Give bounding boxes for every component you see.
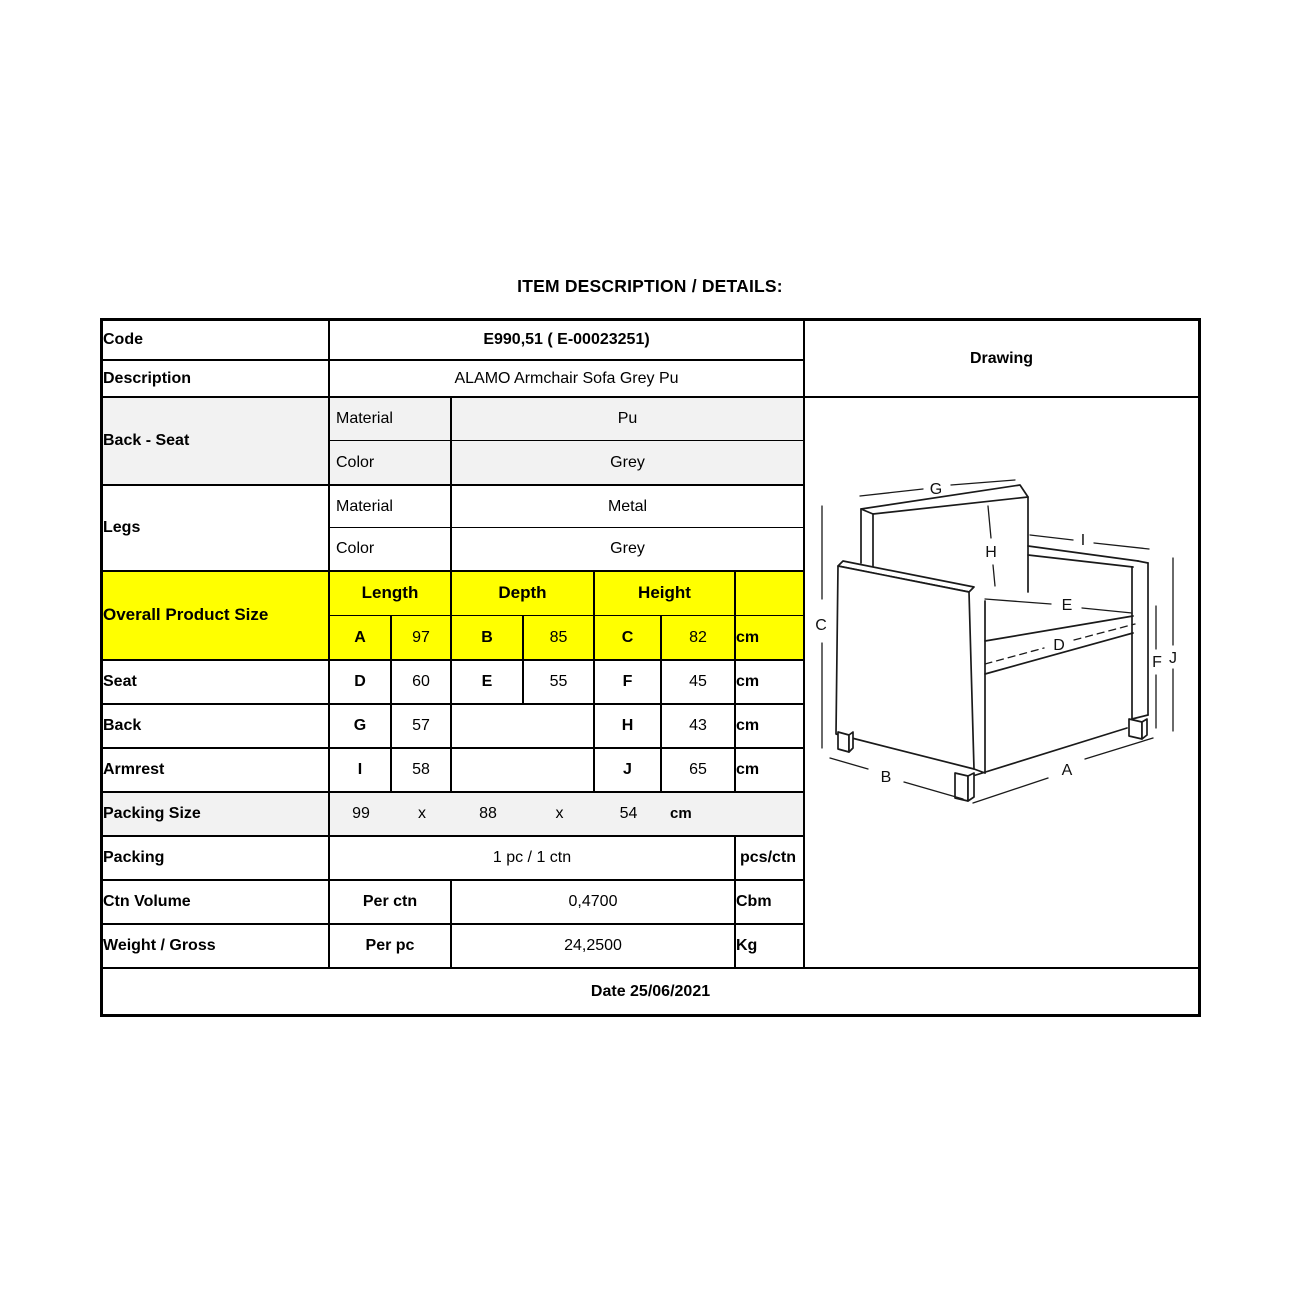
packing-value: 1 pc / 1 ctn (328, 835, 734, 879)
dim-label-g: G (929, 481, 943, 498)
ctn-volume-label: Ctn Volume (103, 879, 328, 923)
dim-line-e (985, 599, 1132, 613)
legs-color-label: Color (328, 527, 450, 570)
legs-color-value: Grey (450, 527, 803, 570)
code-value: E990,51 ( E-00023251) (328, 321, 803, 359)
packing-size-v3: 54 (619, 805, 638, 823)
overall-val-c: 82 (660, 615, 734, 659)
seat-unit: cm (734, 659, 803, 703)
seat-val-f: 45 (660, 659, 734, 703)
armrest-key-i: I (328, 747, 390, 791)
back-unit: cm (734, 703, 803, 747)
description-value: ALAMO Armchair Sofa Grey Pu (328, 359, 803, 396)
row-code (103, 321, 1198, 359)
overall-key-c: C (593, 615, 660, 659)
overall-key-b: B (450, 615, 522, 659)
backseat-material-value: Pu (450, 396, 803, 440)
packing-size-v1: 99 (352, 805, 370, 823)
dim-line-i (1030, 535, 1149, 549)
size-header-length: Length (328, 570, 450, 615)
armrest-unit: cm (734, 747, 803, 791)
dim-label-c: C (815, 617, 827, 634)
row-backseat-material (103, 396, 1198, 440)
weight-gross-value: 24,2500 (450, 923, 734, 967)
chair-leg-left (838, 732, 849, 752)
backseat-color-label: Color (328, 440, 450, 484)
backseat-color-value: Grey (450, 440, 803, 484)
dim-label-d: D (1053, 637, 1065, 654)
seat-key-e: E (450, 659, 522, 703)
back-empty-cell (450, 703, 593, 747)
seat-key-f: F (593, 659, 660, 703)
date-value: Date 25/06/2021 (103, 967, 1198, 1014)
ctn-volume-per: Per ctn (328, 879, 450, 923)
page-title: ITEM DESCRIPTION / DETAILS: (517, 276, 783, 296)
dim-line-b (830, 758, 963, 799)
weight-gross-label: Weight / Gross (103, 923, 328, 967)
ctn-volume-unit: Cbm (734, 879, 803, 923)
row-date (103, 967, 1198, 1014)
backseat-label: Back - Seat (103, 396, 328, 484)
armchair-drawing (805, 398, 1198, 967)
back-label: Back (103, 703, 328, 747)
dim-label-e: E (1061, 597, 1073, 614)
legs-material-value: Metal (450, 484, 803, 527)
size-header-depth: Depth (450, 570, 593, 615)
armrest-empty-cell (450, 747, 593, 791)
overall-val-a: 97 (390, 615, 450, 659)
size-header-height: Height (593, 570, 734, 615)
chair-armrest-left-front (836, 566, 974, 769)
overall-unit: cm (734, 615, 803, 659)
back-val-g: 57 (390, 703, 450, 747)
spec-table-frame (100, 318, 1201, 1017)
packing-size-v2: 88 (479, 805, 497, 823)
armrest-val-j: 65 (660, 747, 734, 791)
overall-key-a: A (328, 615, 390, 659)
seat-key-d: D (328, 659, 390, 703)
weight-gross-per: Per pc (328, 923, 450, 967)
backseat-material-label: Material (328, 396, 450, 440)
dim-label-b: B (880, 769, 892, 786)
drawing-header: Drawing (803, 321, 1198, 396)
overall-size-label: Overall Product Size (103, 570, 328, 659)
armrest-label: Armrest (103, 747, 328, 791)
back-key-h: H (593, 703, 660, 747)
chair-leg-right (1129, 719, 1142, 739)
dim-label-i: I (1080, 532, 1086, 549)
dim-label-h: H (985, 544, 997, 561)
armrest-val-i: 58 (390, 747, 450, 791)
packing-unit: pcs/ctn (734, 835, 803, 879)
overall-val-b: 85 (522, 615, 593, 659)
seat-val-d: 60 (390, 659, 450, 703)
code-label: Code (103, 331, 143, 349)
seat-label: Seat (103, 659, 328, 703)
dim-label-j: J (1169, 650, 1178, 667)
weight-gross-unit: Kg (734, 923, 803, 967)
seat-val-e: 55 (522, 659, 593, 703)
packing-size-label: Packing Size (103, 791, 328, 835)
packing-label: Packing (103, 835, 328, 879)
spec-table (103, 321, 1198, 1014)
ctn-volume-value: 0,4700 (450, 879, 734, 923)
size-header-unit-spacer (734, 570, 803, 615)
packing-size-values (328, 791, 803, 835)
legs-material-label: Material (328, 484, 450, 527)
chair-back-top (861, 485, 1028, 514)
drawing-cell (803, 396, 1198, 967)
packing-size-sep1: x (418, 805, 426, 823)
description-label: Description (103, 359, 328, 396)
back-val-h: 43 (660, 703, 734, 747)
legs-label: Legs (103, 484, 328, 570)
dim-label-f: F (1152, 654, 1162, 671)
dim-label-a: A (1061, 762, 1073, 779)
armrest-key-j: J (593, 747, 660, 791)
packing-size-unit: cm (670, 804, 692, 822)
packing-size-sep2: x (555, 805, 564, 823)
back-key-g: G (328, 703, 390, 747)
